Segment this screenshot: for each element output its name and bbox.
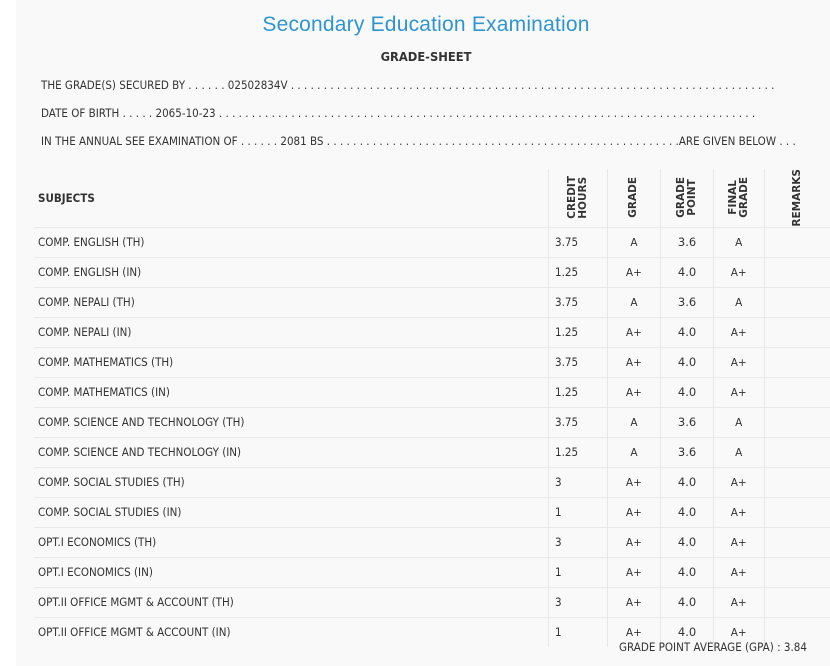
subject-cell: COMP. NEPALI (IN) xyxy=(34,317,548,347)
grade-cell: A+ xyxy=(607,257,661,287)
final-grade-cell: A+ xyxy=(713,347,764,377)
table-row xyxy=(34,287,830,317)
grade-cell: A+ xyxy=(607,527,661,557)
subject-cell: COMP. ENGLISH (IN) xyxy=(34,257,548,287)
grade-cell: A+ xyxy=(607,497,661,527)
grade-point-cell: 4.0 xyxy=(661,317,714,347)
exam-dots: . . . . . . . . . . . . . . . . . . . . . . . . . . . . . . . . . . . . . . . . . . . . . . . . . . . . . . xyxy=(326,134,679,148)
credit-hours-cell: 1 xyxy=(548,557,607,587)
grade-point-cell: 4.0 xyxy=(661,467,714,497)
grade-cell: A+ xyxy=(607,347,661,377)
symbol-number: 02502834V xyxy=(227,78,288,92)
remarks-cell xyxy=(764,467,830,497)
header-remarks: REMARKS xyxy=(790,169,803,227)
grade-point-cell: 4.0 xyxy=(661,377,714,407)
final-grade-cell: A xyxy=(713,287,764,317)
table-row xyxy=(34,437,830,467)
info-line-date-of-birth xyxy=(41,106,755,120)
remarks-cell xyxy=(764,437,830,467)
grade-cell: A+ xyxy=(607,317,661,347)
table-row xyxy=(34,317,830,347)
remarks-cell xyxy=(764,377,830,407)
grade-point-cell: 4.0 xyxy=(661,257,714,287)
final-grade-cell: A+ xyxy=(713,527,764,557)
subject-cell: OPT.I ECONOMICS (TH) xyxy=(34,527,548,557)
subject-cell: COMP. SCIENCE AND TECHNOLOGY (IN) xyxy=(34,437,548,467)
table-row xyxy=(34,347,830,377)
grade-cell: A+ xyxy=(607,617,661,647)
exam-label: IN THE ANNUAL SEE EXAMINATION OF . . . . . . xyxy=(41,134,278,148)
grade-point-cell: 4.0 xyxy=(661,587,714,617)
credit-hours-cell: 3.75 xyxy=(548,227,607,257)
table-row xyxy=(34,467,830,497)
table-row xyxy=(34,557,830,587)
grade-point-cell: 4.0 xyxy=(661,347,714,377)
subject-cell: COMP. MATHEMATICS (TH) xyxy=(34,347,548,377)
grade-cell: A+ xyxy=(607,377,661,407)
header-subjects: SUBJECTS xyxy=(38,190,95,205)
credit-hours-cell: 1 xyxy=(548,497,607,527)
subject-cell: COMP. SCIENCE AND TECHNOLOGY (TH) xyxy=(34,407,548,437)
remarks-cell xyxy=(764,587,830,617)
final-grade-cell: A+ xyxy=(713,467,764,497)
grade-cell: A+ xyxy=(607,557,661,587)
final-grade-cell: A xyxy=(713,227,764,257)
grade-point-cell: 3.6 xyxy=(661,407,714,437)
grades-header-row xyxy=(34,169,830,227)
secured-by-dots: . . . . . . . . . . . . . . . . . . . . . . . . . . . . . . . . . . . . . . . . . . . . . . . . . . . . . . . . . . . . . . . . . . . . . . . . . . xyxy=(290,78,775,92)
final-grade-cell: A+ xyxy=(713,617,764,647)
subject-cell: OPT.II OFFICE MGMT & ACCOUNT (IN) xyxy=(34,617,548,647)
grade-cell: A+ xyxy=(607,587,661,617)
table-row xyxy=(34,527,830,557)
final-grade-cell: A xyxy=(713,437,764,467)
credit-hours-cell: 1.25 xyxy=(548,257,607,287)
grade-cell: A xyxy=(607,407,661,437)
credit-hours-cell: 1 xyxy=(548,617,607,647)
gpa-summary xyxy=(619,640,807,654)
final-grade-cell: A xyxy=(713,407,764,437)
remarks-cell xyxy=(764,317,830,347)
credit-hours-cell: 3.75 xyxy=(548,347,607,377)
remarks-cell xyxy=(764,527,830,557)
final-grade-cell: A+ xyxy=(713,377,764,407)
table-row xyxy=(34,377,830,407)
date-of-birth: 2065-10-23 xyxy=(155,106,216,120)
grade-cell: A xyxy=(607,437,661,467)
remarks-cell xyxy=(764,227,830,257)
credit-hours-cell: 1.25 xyxy=(548,317,607,347)
credit-hours-cell: 3 xyxy=(548,587,607,617)
gpa-value: 3.84 xyxy=(783,640,807,654)
exam-title: Secondary Education Examination xyxy=(262,13,590,36)
subject-cell: COMP. MATHEMATICS (IN) xyxy=(34,377,548,407)
subject-cell: OPT.II OFFICE MGMT & ACCOUNT (TH) xyxy=(34,587,548,617)
table-row xyxy=(34,587,830,617)
credit-hours-cell: 1.25 xyxy=(548,377,607,407)
grade-cell: A xyxy=(607,287,661,317)
table-row xyxy=(34,257,830,287)
table-row xyxy=(34,227,830,257)
grade-cell: A xyxy=(607,227,661,257)
credit-hours-cell: 3.75 xyxy=(548,287,607,317)
gpa-label: GRADE POINT AVERAGE (GPA) : xyxy=(619,640,781,654)
header-grade-point: GRADE POINT xyxy=(661,169,714,227)
grades-table xyxy=(34,169,830,647)
final-grade-cell: A+ xyxy=(713,587,764,617)
grade-point-cell: 4.0 xyxy=(661,617,714,647)
grade-point-cell: 3.6 xyxy=(661,437,714,467)
remarks-cell xyxy=(764,347,830,377)
remarks-cell xyxy=(764,407,830,437)
credit-hours-cell: 3.75 xyxy=(548,407,607,437)
subject-cell: COMP. SOCIAL STUDIES (IN) xyxy=(34,497,548,527)
subject-cell: COMP. SOCIAL STUDIES (TH) xyxy=(34,467,548,497)
remarks-cell xyxy=(764,557,830,587)
header-final-grade: FINAL GRADE xyxy=(713,169,764,227)
grade-point-cell: 4.0 xyxy=(661,527,714,557)
table-row xyxy=(34,497,830,527)
sheet-heading: GRADE-SHEET xyxy=(380,49,472,64)
grade-point-cell: 3.6 xyxy=(661,287,714,317)
grade-point-cell: 4.0 xyxy=(661,557,714,587)
remarks-cell xyxy=(764,257,830,287)
remarks-cell xyxy=(764,287,830,317)
credit-hours-cell: 1.25 xyxy=(548,437,607,467)
exam-year: 2081 BS xyxy=(280,134,324,148)
subject-cell: COMP. NEPALI (TH) xyxy=(34,287,548,317)
final-grade-cell: A+ xyxy=(713,257,764,287)
credit-hours-cell: 3 xyxy=(548,467,607,497)
table-row xyxy=(34,407,830,437)
grade-sheet xyxy=(16,0,830,666)
subject-cell: OPT.I ECONOMICS (IN) xyxy=(34,557,548,587)
final-grade-cell: A+ xyxy=(713,317,764,347)
grade-cell: A+ xyxy=(607,467,661,497)
grade-point-cell: 3.6 xyxy=(661,227,714,257)
dob-label: DATE OF BIRTH . . . . . xyxy=(41,106,153,120)
header-credit-hours: CREDIT HOURS xyxy=(548,169,607,227)
subject-cell: COMP. ENGLISH (TH) xyxy=(34,227,548,257)
credit-hours-cell: 3 xyxy=(548,527,607,557)
remarks-cell xyxy=(764,497,830,527)
info-line-examination xyxy=(41,134,796,148)
final-grade-cell: A+ xyxy=(713,497,764,527)
exam-suffix: ARE GIVEN BELOW . . . xyxy=(678,134,796,148)
dob-dots: . . . . . . . . . . . . . . . . . . . . . . . . . . . . . . . . . . . . . . . . . . . . . . . . . . . . . . . . . . . . . . . . . . . . . . . . . . . . . . . . . . xyxy=(218,106,756,120)
final-grade-cell: A+ xyxy=(713,557,764,587)
info-line-secured-by xyxy=(41,78,774,92)
header-grade: GRADE xyxy=(607,169,661,227)
grade-point-cell: 4.0 xyxy=(661,497,714,527)
secured-by-label: THE GRADE(S) SECURED BY . . . . . . xyxy=(41,78,225,92)
